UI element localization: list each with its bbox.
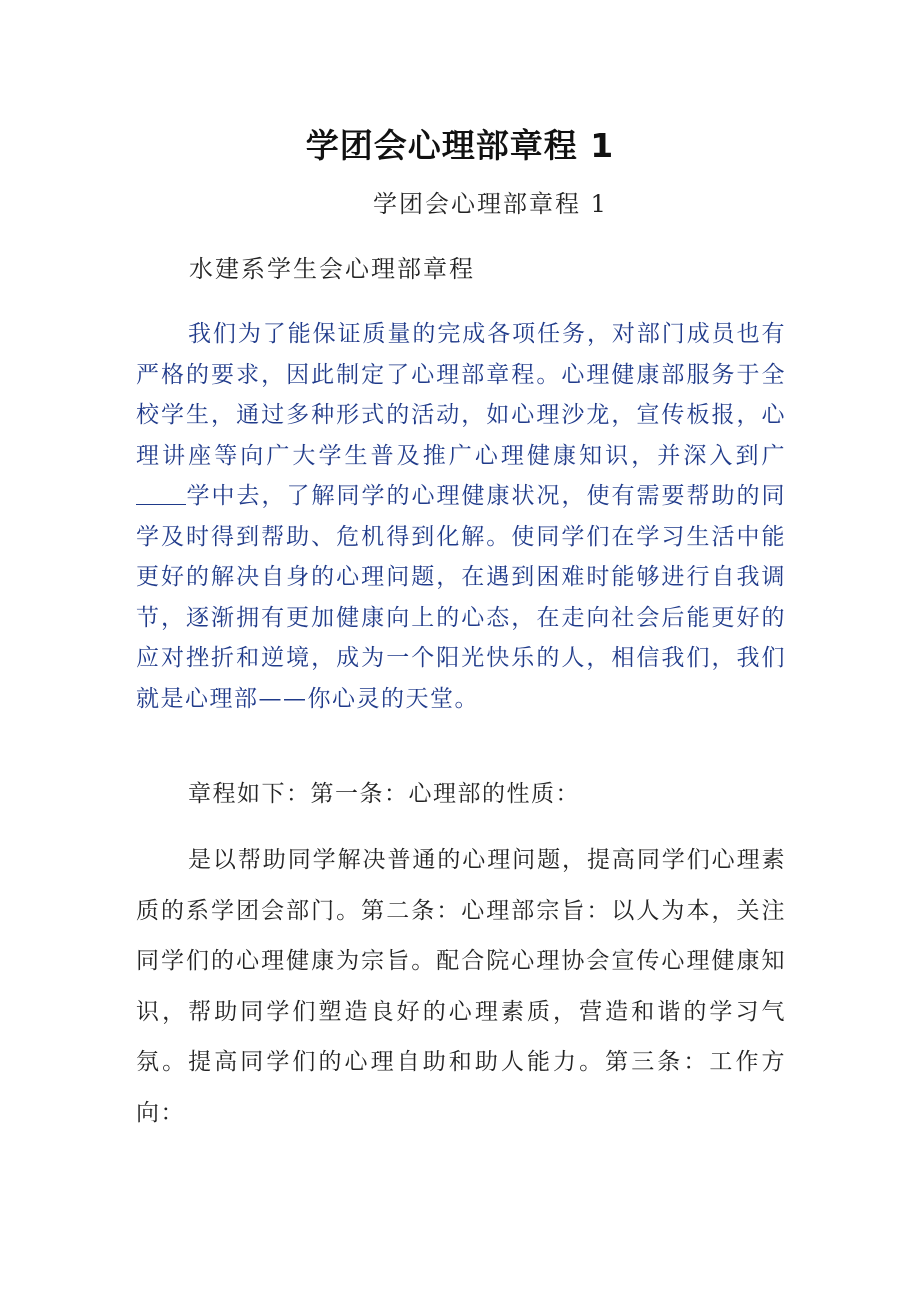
section-heading: 水建系学生会心理部章程 bbox=[189, 255, 475, 283]
document-subtitle: 学团会心理部章程 1 bbox=[373, 190, 608, 218]
document-title: 学团会心理部章程 1 bbox=[305, 126, 615, 165]
article-body-paragraph: 是以帮助同学解决普通的心理问题，提高同学们心理素质的系学团会部门。第二条：心理部宗旨：以人为本，关注同学们的心理健康为宗旨。配合院心理协会宣传心理健康知识，帮助同学们塑造良好的心理素质，营造和谐的学习气氛。提高同学们的心理自助和助人能力。第三条：工作方向： bbox=[136, 847, 786, 1126]
fill-in-blank bbox=[136, 481, 186, 505]
intro-text-part-1: 我们为了能保证质量的完成各项任务，对部门成员也有严格的要求，因此制定了心理部章程。心理健康部服务于全校学生，通过多种形式的活动，如心理沙龙，宣传板报，心理讲座等向广大学生普及推广心理健康知识，并深入到广 bbox=[136, 321, 786, 469]
intro-paragraph bbox=[136, 314, 786, 719]
article-intro-paragraph: 章程如下：第一条：心理部的性质： bbox=[188, 781, 580, 807]
intro-text-part-2: 学中去，了解同学的心理健康状况，使有需要帮助的同学及时得到帮助、危机得到化解。使同学们在学习生活中能更好的解决自身的心理问题，在遇到困难时能够进行自我调节，逐渐拥有更加健康向上的心态，在走向社会后能更好的应对挫折和逆境，成为一个阳光快乐的人，相信我们，我们就是心理部——你心灵的天堂。 bbox=[136, 483, 786, 712]
